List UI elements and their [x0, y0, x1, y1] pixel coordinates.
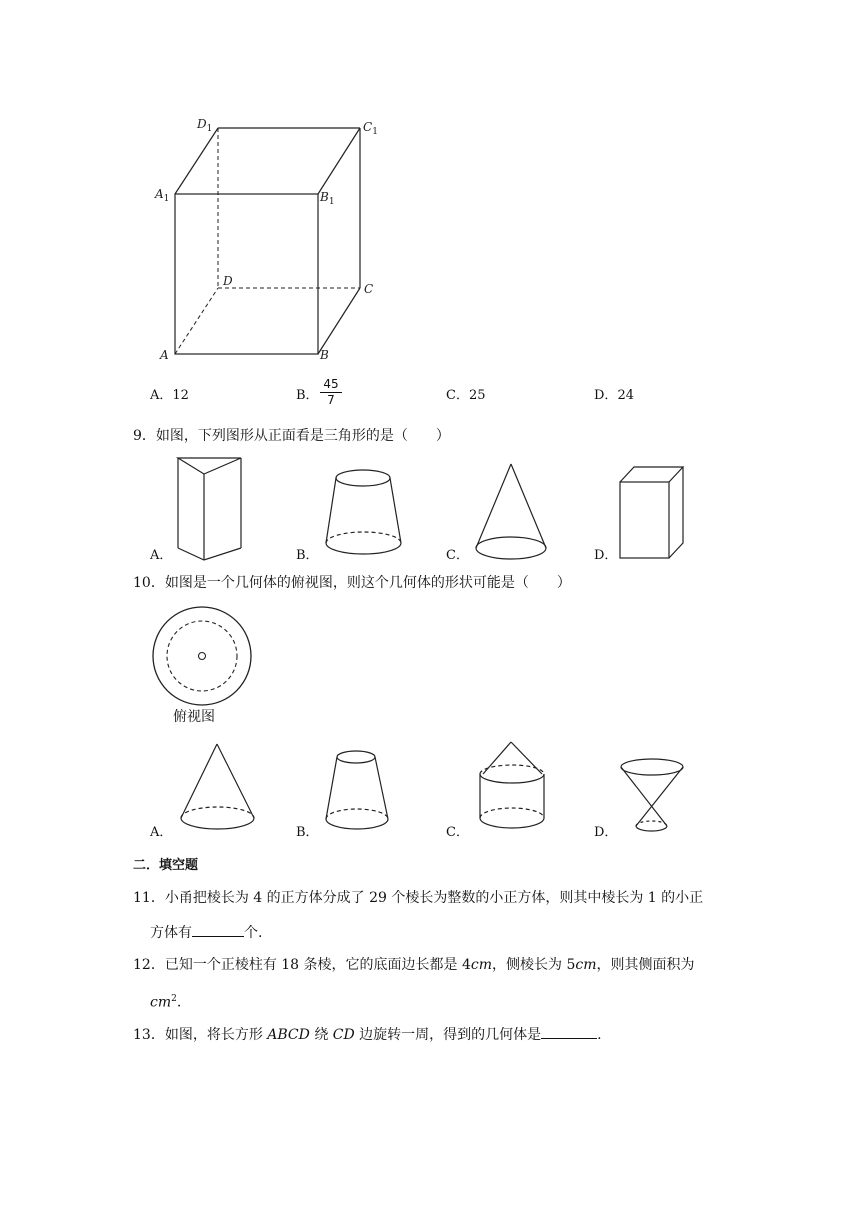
- section-heading-fill-in: 二．填空题: [133, 858, 199, 873]
- q13-answer-blank[interactable]: [541, 1024, 597, 1039]
- q12-unit-cm-1: cm: [470, 957, 493, 973]
- vertex-label-b: B: [320, 348, 329, 362]
- q10-label-b: B．: [296, 825, 319, 840]
- q8-option-d: D．24: [594, 388, 634, 403]
- q10-top-view: [150, 605, 270, 715]
- q9-label-d: D．: [594, 548, 618, 563]
- q9-shape-d-cuboid: [620, 467, 683, 558]
- vertex-label-d1: $D_1$: [197, 117, 213, 134]
- fraction-denominator: 7: [327, 393, 335, 407]
- cube-hidden-edge-ad: [175, 288, 218, 354]
- q9-shape-a-triangular-prism: [178, 458, 241, 560]
- q10-shape-c-cylinder-cone: [480, 742, 544, 828]
- q10-shape-b-frustum: [326, 751, 388, 829]
- q10-shape-a-cone: [181, 744, 254, 829]
- q13-edge-name: CD: [332, 1027, 355, 1043]
- vertex-label-b1: $B_1$: [320, 190, 335, 207]
- q10-label-a: A．: [150, 825, 173, 840]
- q11-answer-blank[interactable]: [192, 922, 244, 937]
- q9-shape-b-frustum: [326, 470, 401, 554]
- top-view-label: 俯视图: [173, 709, 215, 725]
- cube-figure: [0, 0, 860, 380]
- cube-edge-a1d1: [175, 128, 218, 194]
- q9-figures: [0, 450, 860, 570]
- q8-option-a: A．12: [150, 388, 189, 403]
- q12-line1: 12．已知一个正棱柱有 18 条棱，它的底面边长都是 4cm，侧棱长为 5cm，则其侧面积为: [133, 957, 695, 973]
- cube-edge-bc: [318, 288, 360, 354]
- q10-figures: [0, 740, 860, 840]
- q9-label-b: B．: [296, 548, 319, 563]
- vertex-label-d: D: [223, 274, 233, 288]
- vertex-label-c1: $C_1$: [363, 120, 378, 137]
- cube-front-face: [175, 194, 318, 354]
- q9-label-c: C．: [446, 548, 469, 563]
- q12-line2: $cm^2$.: [150, 994, 182, 1011]
- cube-edge-b1c1: [318, 128, 360, 194]
- q11-line2: 方体有 个.: [150, 922, 262, 943]
- q10-label-d: D．: [594, 825, 618, 840]
- q8-option-b-fraction: [320, 377, 342, 407]
- q10-label-c: C．: [446, 825, 469, 840]
- q11-line1: 11．小甬把棱长为 4 的正方体分成了 29 个棱长为整数的小正方体，则其中棱长为 1 的小正: [133, 890, 704, 906]
- q9-label-a: A．: [150, 548, 173, 563]
- vertex-label-a: A: [160, 348, 169, 362]
- q13-line: 13．如图，将长方形 ABCD 绕 CD 边旋转一周，得到的几何体是 .: [133, 1024, 602, 1045]
- fraction-numerator: 45: [320, 377, 342, 393]
- q9-shape-c-cone: [476, 464, 546, 559]
- vertex-label-a1: $A_1$: [155, 187, 170, 204]
- q10-shape-d-double-cone: [621, 759, 683, 831]
- q9-question: 9．如图，下列图形从正面看是三角形的是（ ）: [133, 428, 450, 444]
- q13-rect-name: ABCD: [267, 1027, 310, 1043]
- q8-option-c: C．25: [446, 388, 486, 403]
- q10-question: 10．如图是一个几何体的俯视图，则这个几何体的形状可能是（ ）: [133, 575, 571, 591]
- q8-option-b: B．: [296, 388, 319, 403]
- q12-unit-cm-2: cm: [575, 957, 597, 973]
- vertex-label-c: C: [364, 282, 374, 296]
